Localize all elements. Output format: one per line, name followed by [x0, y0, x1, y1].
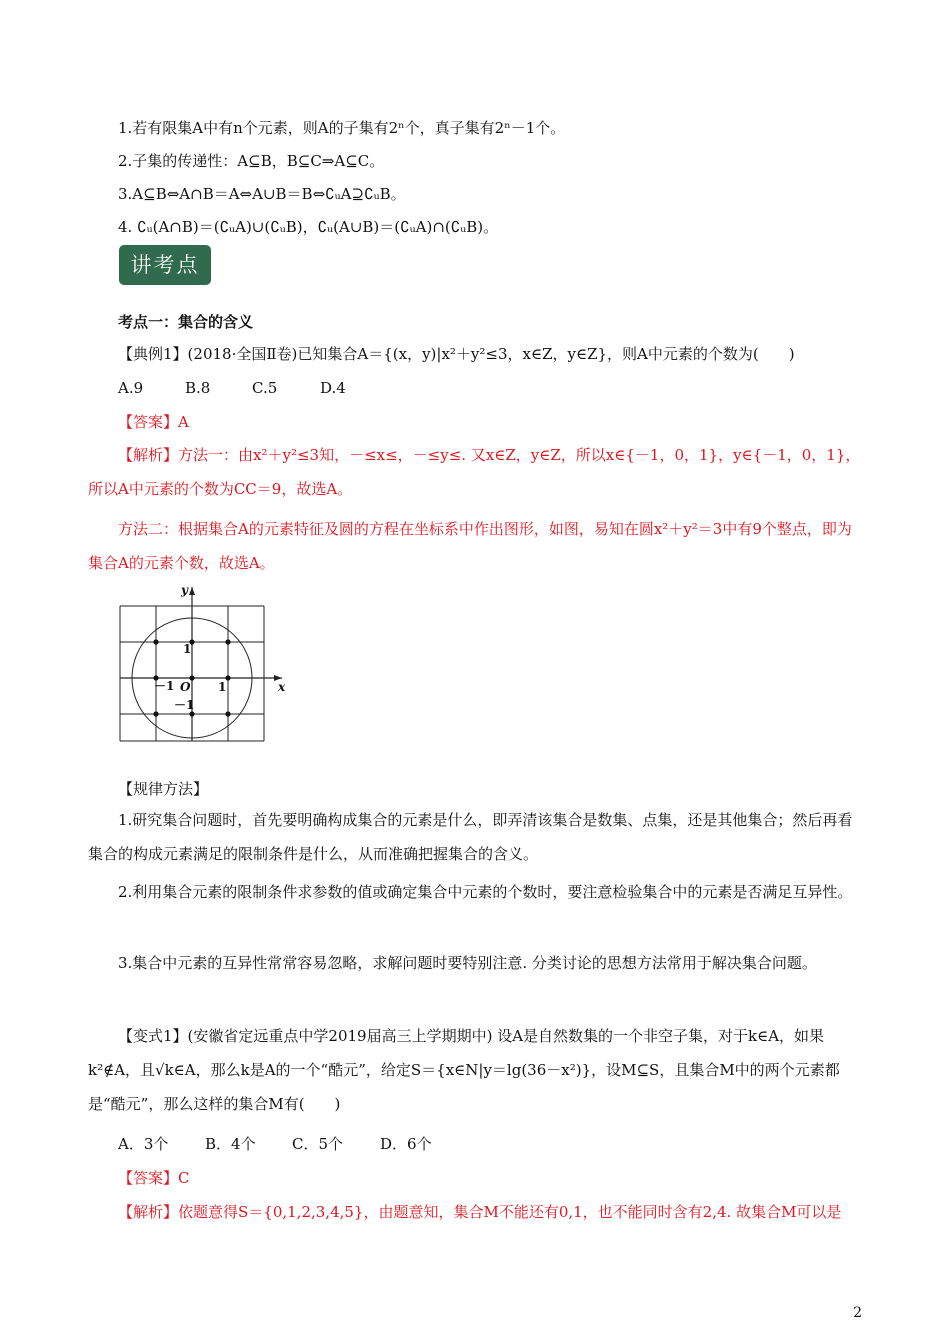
lattice-circle-figure	[118, 583, 286, 743]
example-question: 【典例1】(2018·全国Ⅱ卷)已知集合A＝{(x，y)|x²＋y²≤3，x∈Z，y∈Z}，则A中元素的个数为( )	[118, 345, 795, 363]
variant-answer: 【答案】C	[118, 1169, 190, 1187]
x-tick-neg: －1	[154, 679, 175, 693]
page-number: 2	[853, 1305, 862, 1321]
x-tick-pos: 1	[218, 680, 227, 694]
y-tick-neg: －1	[174, 698, 195, 712]
section-banner: 讲考点	[119, 245, 211, 285]
method-title: 【规律方法】	[118, 780, 209, 798]
x-axis-label: x	[278, 680, 286, 694]
variant-question: 【变式1】(安徽省定远重点中学2019届高三上学期期中) 设A是自然数集的一个非空子集，对于k∈A，如果k²∉A，且√k∈A，那么k是A的一个“酷元”，给定S＝{x∈N|y＝lg(36－x²)}，设M⊆S，且集合M中的两个元素都是“酷元”，那么这样的集合M有( )	[88, 1027, 840, 1113]
variant-analysis: 【解析】依题意得S＝{0,1,2,3,4,5}，由题意知，集合M不能还有0,1，也不能同时含有2,4. 故集合M可以是	[118, 1203, 842, 1221]
example-option-a: A.9	[118, 379, 144, 397]
example-option-b: B.8	[185, 379, 211, 397]
variant-option-c: C．5个	[292, 1135, 344, 1153]
method-item-1: 1.研究集合问题时，首先要明确构成集合的元素是什么，即弄清该集合是数集、点集，还是其他集合；然后再看集合的构成元素满足的限制条件是什么，从而准确把握集合的含义。	[88, 811, 853, 863]
property-2: 2.子集的传递性：A⊆B，B⊆C⇒A⊆C。	[118, 152, 385, 170]
variant-option-d: D．6个	[380, 1135, 432, 1153]
example-analysis-1: 【解析】方法一：由x²＋y²≤3知，－≤x≤，－≤y≤. 又x∈Z，y∈Z，所以x∈{－1，0，1}，y∈{－1，0，1}，所以A中元素的个数为CC＝9，故选A。	[88, 446, 861, 498]
y-axis-arrow-icon	[189, 587, 195, 595]
variant-option-b: B．4个	[205, 1135, 256, 1153]
method-item-2: 2.利用集合元素的限制条件求参数的值或确定集合中元素的个数时，要注意检验集合中的元素是否满足互异性。	[118, 883, 853, 901]
origin-label: O	[180, 680, 191, 694]
example-answer: 【答案】A	[118, 413, 189, 431]
example-option-d: D.4	[320, 379, 346, 397]
kaodian-title: 考点一：集合的含义	[118, 313, 254, 331]
y-axis-label: y	[181, 583, 188, 597]
variant-option-a: A．3个	[118, 1135, 169, 1153]
property-4: 4. ∁ᵤ(A∩B)＝(∁ᵤA)∪(∁ᵤB)，∁ᵤ(A∪B)＝(∁ᵤA)∩(∁ᵤB)。	[118, 218, 499, 236]
example-analysis-2: 方法二：根据集合A的元素特征及圆的方程在坐标系中作出图形，如图，易知在圆x²＋y²＝3中有9个整点，即为集合A的元素个数，故选A。	[88, 520, 852, 572]
property-3: 3.A⊆B⇔A∩B＝A⇔A∪B＝B⇔∁ᵤA⊇∁ᵤB。	[118, 185, 406, 203]
y-tick-pos: 1	[183, 642, 192, 656]
example-option-c: C.5	[252, 379, 278, 397]
property-1: 1.若有限集A中有n个元素，则A的子集有2ⁿ个，真子集有2ⁿ－1个。	[118, 119, 566, 137]
method-item-3: 3.集合中元素的互异性常常容易忽略，求解问题时要特别注意. 分类讨论的思想方法常用于解决集合问题。	[118, 954, 817, 972]
